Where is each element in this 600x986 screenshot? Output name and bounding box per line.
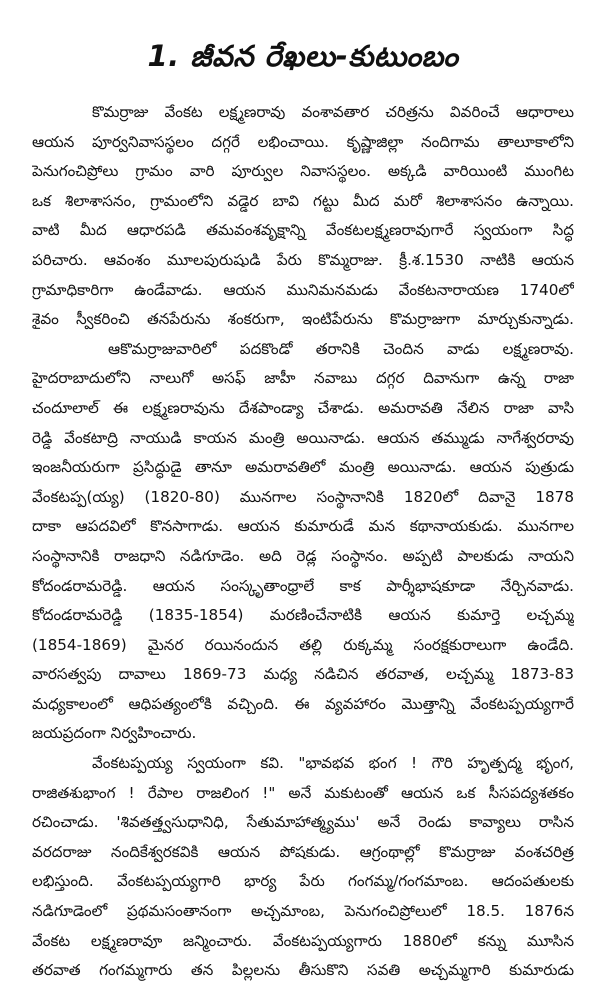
text-line: వారసత్వపు దావాలు 1869-73 మధ్య నడిచిన తరవాత, లచ్చమ్మ 1873-83	[32, 665, 574, 684]
text-line: హైదరాబాదులోని నాలుగో అసఫ్ జాహీ నవాబు దగ్గర దివానుగా ఉన్న రాజా	[32, 369, 574, 388]
chapter-title: 1. జీవన రేఖలు-కుటుంబం	[147, 39, 459, 73]
text-line: (1854-1869) మైనర రయినందున తల్లి రుక్కమ్మ సంరక్షకురాలుగా ఉండేది.	[32, 635, 574, 654]
paragraph-3	[32, 749, 574, 986]
text-line: తరవాత గంగమ్మగారు తన పిల్లలను తీసుకొని సవతి అచ్చమ్మగారి కుమారుడు	[32, 961, 574, 980]
text-line: వాటి మీద ఆధారపడి తమవంశవృక్షాన్ని వేంకటలక్ష్మణరావుగారే స్వయంగా సిద్ధ	[32, 221, 574, 240]
text-line: ఇంజనీయరుగా ప్రసిద్ధుడై తానూ అమరావతిలో మంత్రి అయినాడు. ఆయన పుత్రుడు	[32, 458, 574, 477]
text-line: వేంకటప్ప(య్య) (1820-80) మునగాల సంస్థానానికి 1820లో దివానై 1878	[32, 487, 574, 506]
text-line: మధ్యకాలంలో ఆధిపత్యంలోకి వచ్చింది. ఈ వ్యవహారం మొత్తాన్ని వేంకటప్పయ్యగారే	[32, 694, 574, 713]
text-line: నడిగూడెంలో ప్రథమసంతానంగా అచ్చమాంబ, పెనుగంచిప్రోలులో 18.5. 1876న	[32, 902, 574, 921]
text-line: దాకా ఆపదవిలో కొనసాగాడు. ఆయన కుమారుడే మన కథానాయకుడు. మునగాల	[32, 517, 574, 536]
text-line: రచించాడు. 'శివతత్త్వసుధానిధి, సేతుమాహాత్మ్యము' అనే రెండు కావ్యాలు రాసిన	[32, 813, 574, 832]
text-line: వరదరాజు నందికేశ్వరకవికి ఆయన పోషకుడు. ఆగ్రంథాల్లో కొమర్రాజు వంశచరిత్ర	[32, 842, 574, 861]
paragraph-1	[32, 98, 574, 335]
text-line: కొమర్రాజు వేంకట లక్ష్మణరావు వంశావతార చరిత్రను వివరించే ఆధారాలు	[92, 103, 574, 121]
text-line: రాజితశుభాంగ ! రేపాల రాజలింగ !" అనే మకుటంతో ఆయన ఒక సీసపద్యశతకం	[32, 783, 574, 802]
text-line: ఒక శిలాశాసనం, గ్రామంలోని వడ్డెర బావి గట్టు మీద మరో శిలాశాసనం ఉన్నాయి.	[32, 191, 574, 210]
text-line: కోదండరామరెడ్డి (1835-1854) మరణించేనాటికి ఆయన కుమార్తె లచ్చమ్మ	[32, 606, 574, 625]
paragraph-2	[32, 335, 574, 749]
text-line: వేంకటప్పయ్య స్వయంగా కవి. "భావభవ భంగ ! గౌరి హృత్పద్మ భృంగ,	[92, 754, 574, 773]
text-line: జయప్రదంగా నిర్వహించారు.	[32, 724, 197, 743]
text-line: పరిచారు. ఆవంశం మూలపురుషుడి పేరు కొమ్మరాజు. క్రీ.శ.1530 నాటికి ఆయన	[32, 250, 574, 269]
text-line: కోదండరామరెడ్డి. ఆయన సంస్కృతాంధ్రాలే కాక పార్శీభాషకూడా నేర్చినవాడు.	[32, 576, 574, 595]
text-line: ఆయన పూర్వనివాసస్థలం దగ్గరే లభించాయి. కృష్ణాజిల్లా నందిగామ తాలూకాలోని	[32, 132, 574, 151]
text-line: లభిస్తుంది. వేంకటప్పయ్యగారి భార్య పేరు గంగమ్మ/గంగమాంబ. ఆదంపతులకు	[32, 872, 574, 891]
text-line: గ్రామాధికారిగా ఉండేవాడు. ఆయన మునిమనమడు వేంకటనారాయణ 1740లో	[32, 280, 574, 299]
text-line: పెనుగంచిప్రోలు గ్రామం వారి పూర్వుల నివాసస్థలం. అక్కడి వారియింటి ముంగిట	[32, 162, 574, 181]
text-line: సంస్థానానికి రాజధాని నడిగూడెం. అది రెడ్ల సంస్థానం. అప్పటి పాలకుడు నాయని	[32, 546, 574, 565]
text-line: ఆకొమర్రాజువారిలో పదకొండో తరానికి చెందిన వాడు లక్ష్మణరావు.	[108, 339, 574, 358]
text-line: రెడ్డి వేంకటాద్రి నాయుడి కాయన మంత్రి అయినాడు. ఆయన తమ్ముడు నాగేశ్వరరావు	[32, 428, 574, 447]
text-line: వేంకట లక్ష్మణరావూ జన్మించారు. వేంకటప్పయ్యగారు 1880లో కన్ను మూసిన	[32, 931, 574, 950]
text-line: చందూలాల్ ఈ లక్ష్మణరావును దేశపాండ్యా చేశాడు. అమరావతి నేలిన రాజా వాసి	[32, 398, 574, 417]
text-line: శైవం స్వీకరించి తనపేరును శంకరుగా, ఇంటిపేరును కొమర్రాజుగా మార్చుకున్నాడు.	[32, 310, 574, 329]
